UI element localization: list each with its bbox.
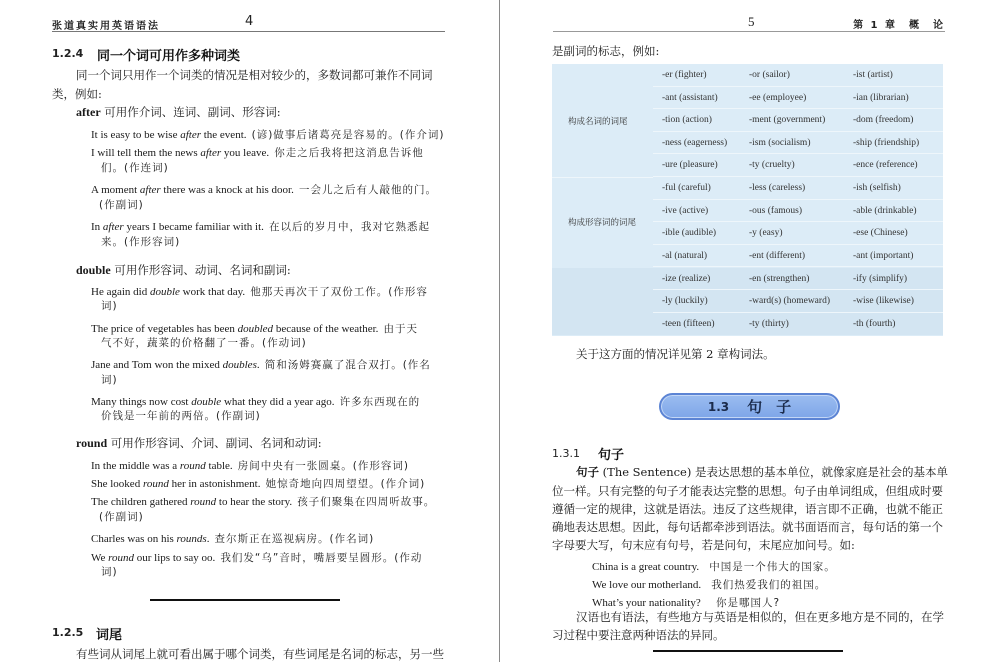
keyword: round	[76, 436, 108, 450]
example-sentence	[91, 215, 430, 234]
suffix-cell: -ian (librarian)	[853, 92, 909, 103]
suffix-cell: -ive (active)	[662, 205, 709, 216]
example-keyword: round	[190, 496, 217, 508]
section-title: 词尾	[96, 628, 123, 643]
section-title: 句子	[598, 448, 625, 463]
body-line: 位一样。只有完整的句子才能表达完整的思想。句子由单词组成，但组成时要	[552, 484, 943, 498]
suffix-table	[552, 64, 943, 336]
example-keyword: rounds	[176, 533, 207, 545]
example-zh: 她惊奇地向四周望望。(作介词)	[265, 478, 426, 490]
suffix-cell: -ful (careful)	[662, 183, 711, 193]
example-keyword: after	[139, 184, 161, 196]
example-en: A moment	[91, 184, 140, 196]
suffix-cell: -ant (assistant)	[662, 92, 718, 103]
suffix-cell: -th (fourth)	[853, 318, 896, 329]
table-row	[552, 132, 943, 155]
intro-line: 类，例如:	[52, 87, 102, 101]
suffix-cell: -ent (different)	[749, 250, 806, 261]
category-label: 构成形容词的词尾	[568, 218, 637, 229]
example-keyword: doubled	[237, 323, 274, 335]
suffix-cell: -er (fighter)	[662, 70, 707, 80]
example-sentence	[91, 141, 424, 160]
page-number: 4	[245, 14, 254, 29]
example-sentence	[91, 527, 374, 546]
example-zh-cont: 气不好，蔬菜的价格翻了一番。(作动词)	[101, 337, 307, 349]
example-en: The price of vegetables has been	[91, 323, 238, 335]
keyword-desc: 可用作形容词、介词、副词、名词和动词:	[107, 436, 322, 450]
suffix-cell: -ify (simplify)	[853, 273, 908, 284]
example-zh: 由于天	[383, 323, 419, 335]
suffix-cell: -less (careless)	[749, 183, 806, 193]
suffix-cell: -ee (employee)	[749, 92, 807, 103]
example-keyword: double	[191, 396, 222, 408]
example-zh-cont: (作副词)	[99, 511, 144, 523]
example-zh: 在以后的岁月中，我对它熟悉起	[269, 221, 430, 233]
category-label: 构成名词的词尾	[568, 116, 628, 127]
body-line: 确地表达思想。因此，每句话都牵涉到语法。就书面语而言，每句话的第一个	[552, 520, 943, 534]
suffix-cell: -ous (famous)	[749, 205, 803, 216]
example-zh: 房间中央有一张圆桌。(作形容词)	[237, 460, 409, 472]
example-zh: 查尔斯正在巡视病房。(作名词)	[214, 533, 375, 545]
suffix-cell: -ly (luckily)	[662, 296, 708, 306]
body-line: 习过程中要注意两种语法的异同。	[552, 628, 725, 642]
example-keyword: doubles	[222, 359, 257, 371]
intro-line: 同一个词只用作一个词类的情况是相对较少的，多数词都可兼作不同词	[76, 68, 433, 82]
keyword-desc: 可用作形容词、动词、名词和副词:	[110, 263, 291, 277]
suffix-cell: -ible (audible)	[662, 228, 717, 239]
body-text: 有些词从词尾上就可看出属于哪个词类，有些词尾是名词的标志，另一些	[76, 647, 444, 661]
example-keyword: double	[149, 286, 180, 298]
section-title: 同一个词可用作多种词类	[97, 49, 241, 64]
example-en: He again did	[91, 286, 150, 298]
example-sentence	[592, 591, 780, 610]
example-sentence	[91, 178, 437, 197]
example-en: you leave.	[221, 147, 270, 159]
body-line: 字母要大写，句末应有句号，若是问句，末尾应加问号。如:	[552, 538, 855, 552]
example-sentence	[592, 573, 826, 592]
example-en: We love our motherland.	[592, 579, 702, 591]
example-en: In	[91, 221, 103, 233]
suffix-cell: -ty (thirty)	[749, 318, 789, 329]
example-en: It is easy to be wise	[91, 129, 181, 141]
badge-number: 1.3	[707, 399, 730, 414]
suffix-cell: -ist (artist)	[853, 70, 893, 80]
section-end-rule	[653, 650, 843, 652]
section-end-rule	[150, 599, 340, 601]
lead-term: 句子	[576, 465, 599, 479]
word-group-heading	[76, 435, 322, 451]
table-row	[552, 290, 943, 313]
see-also-note: 关于这方面的情况详见第 2 章构词法。	[576, 347, 775, 361]
example-keyword: round	[142, 478, 169, 490]
example-en: work that day.	[179, 286, 246, 298]
table-row	[552, 109, 943, 132]
word-group-heading	[76, 104, 281, 120]
example-en: what they did a year ago.	[221, 396, 335, 408]
example-en: .	[256, 359, 260, 371]
example-en: to hear the story.	[216, 496, 293, 508]
suffix-cell: -en (strengthen)	[749, 273, 810, 284]
example-sentence	[91, 390, 420, 409]
suffix-cell: -ize (realize)	[662, 273, 711, 284]
example-zh-cont: 词)	[101, 374, 118, 386]
suffix-cell: -y (easy)	[749, 228, 783, 239]
example-keyword: round	[108, 552, 135, 564]
table-row	[552, 313, 943, 336]
example-keyword: after	[180, 129, 201, 141]
example-zh: 简和汤姆赛赢了混合双打。(作名	[264, 359, 431, 371]
example-zh-cont: 们。(作连词)	[101, 162, 169, 174]
example-zh: 你走之后我将把这消息告诉他	[274, 147, 424, 159]
book-title: 张道真实用英语语法	[52, 21, 160, 32]
example-sentence	[91, 490, 435, 509]
keyword: double	[76, 263, 111, 277]
example-zh: 他那天再次干了双份工作。(作形容	[250, 286, 428, 298]
suffix-cell: -ward(s) (homeward)	[749, 296, 830, 306]
example-en: years I became familiar with it.	[123, 221, 264, 233]
example-sentence	[91, 546, 422, 565]
suffix-cell: -wise (likewise)	[853, 296, 914, 306]
example-sentence	[592, 555, 836, 574]
example-zh-cont: (作副词)	[99, 199, 144, 211]
section-badge	[659, 393, 840, 420]
example-en: there was a knock at his door.	[160, 184, 294, 196]
example-keyword: after	[200, 147, 222, 159]
example-zh: 一会儿之后有人敲他的门。	[298, 184, 437, 196]
example-sentence	[91, 280, 428, 299]
suffix-cell: -ism (socialism)	[749, 137, 811, 148]
suffix-cell: -ish (selfish)	[853, 183, 901, 193]
table-row	[552, 200, 943, 223]
suffix-cell: -ship (friendship)	[853, 137, 920, 148]
chapter-title: 第 1 章 概 论	[853, 20, 945, 31]
example-en: the event.	[200, 129, 247, 141]
example-en: The children gathered	[91, 496, 191, 508]
body-line: 遵循一定的规律，这就是语法。违反了这些规律，语言即不正确，也就不能正	[552, 502, 943, 516]
table-row	[552, 154, 943, 177]
suffix-cell: -ment (government)	[749, 115, 826, 126]
example-en: because of the weather.	[273, 323, 379, 335]
example-en: She looked	[91, 478, 143, 490]
suffix-cell: -teen (fifteen)	[662, 318, 715, 329]
suffix-cell: -ese (Chinese)	[853, 228, 908, 239]
table-row	[552, 245, 943, 268]
example-sentence	[91, 123, 444, 142]
table-row	[552, 177, 943, 200]
table-row	[552, 268, 943, 291]
suffix-cell: -able (drinkable)	[853, 205, 917, 216]
table-row	[552, 222, 943, 245]
example-zh: (谚)做事后诸葛亮是容易的。(作介词)	[251, 129, 445, 141]
example-en: I will tell them the news	[91, 147, 201, 159]
example-en: table.	[205, 460, 233, 472]
keyword: after	[76, 105, 101, 119]
continuation-text: 是副词的标志，例如:	[552, 44, 660, 58]
running-header	[52, 14, 445, 32]
example-sentence	[91, 353, 431, 372]
suffix-cell: -or (sailor)	[749, 70, 790, 80]
example-en: Charles was on his	[91, 533, 177, 545]
table-row	[552, 64, 943, 87]
example-zh-cont: 词)	[101, 300, 118, 312]
section-number: 1.2.5	[52, 626, 84, 639]
body-line: 汉语也有语法，有些地方与英语是相似的，但在更多地方是不同的，在学	[576, 610, 944, 624]
example-en: We	[91, 552, 109, 564]
example-zh: 我们发“乌”音时，嘴唇要呈圆形。(作动	[220, 552, 423, 564]
keyword-desc: 可用作介词、连词、副词、形容词:	[100, 105, 281, 119]
example-en: What’s your nationality?	[592, 597, 701, 609]
example-zh: 我们热爱我们的祖国。	[711, 579, 827, 591]
badge-title: 句子	[747, 398, 806, 416]
example-zh: 你是哪国人?	[716, 597, 781, 609]
example-zh: 孩子们聚集在四周听故事。	[297, 496, 436, 508]
suffix-cell: -ant (important)	[853, 250, 914, 261]
body-text	[576, 464, 948, 480]
suffix-cell: -ty (cruelty)	[749, 160, 795, 171]
suffix-cell: -ence (reference)	[853, 160, 918, 171]
word-group-heading	[76, 262, 291, 278]
example-zh-cont: 价钱是一年前的两倍。(作副词)	[101, 410, 261, 422]
example-en: In the middle was a	[91, 460, 180, 472]
example-en: her in astonishment.	[168, 478, 261, 490]
page-number: 5	[748, 14, 755, 29]
body-line: (The Sentence) 是表达思想的基本单位，就像家庭是社会的基本单	[599, 465, 948, 479]
suffix-cell: -ness (eagerness)	[662, 137, 728, 148]
running-header	[553, 14, 945, 32]
example-keyword: round	[179, 460, 206, 472]
section-number: 1.2.4	[52, 47, 84, 60]
example-keyword: after	[102, 221, 124, 233]
example-zh: 中国是一个伟大的国家。	[709, 561, 836, 573]
example-zh-cont: 词)	[101, 566, 118, 578]
suffix-cell: -al (natural)	[662, 250, 708, 261]
section-number: 1.3.1	[552, 447, 580, 460]
example-zh-cont: 来。(作形容词)	[101, 236, 181, 248]
example-sentence	[91, 472, 425, 491]
example-sentence	[91, 454, 409, 473]
example-sentence	[91, 317, 418, 336]
example-en: Many things now cost	[91, 396, 192, 408]
table-row	[552, 87, 943, 110]
example-en: China is a great country.	[592, 561, 700, 573]
example-en: Jane and Tom won the mixed	[91, 359, 223, 371]
example-zh: 许多东西现在的	[339, 396, 421, 408]
suffix-cell: -tion (action)	[662, 115, 712, 126]
example-en: our lips to say oo.	[134, 552, 216, 564]
suffix-cell: -dom (freedom)	[853, 115, 914, 126]
suffix-cell: -ure (pleasure)	[662, 160, 718, 171]
example-en: .	[206, 533, 210, 545]
